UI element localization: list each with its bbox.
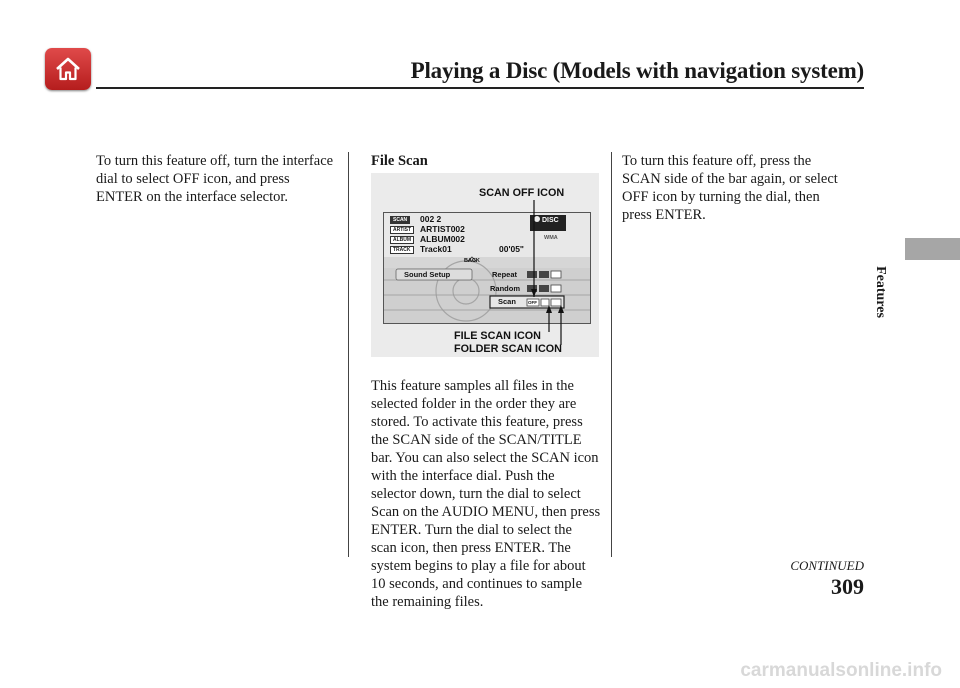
track-name: Track01 <box>420 244 452 254</box>
header-rule <box>96 87 864 89</box>
home-icon <box>54 55 82 83</box>
play-time: 00'05" <box>499 244 524 254</box>
artist-name: ARTIST002 <box>420 224 465 234</box>
audio-screen-figure <box>371 173 599 357</box>
track-tag: TRACK <box>390 246 414 254</box>
paragraph: This feature samples all files in the selected folder in the order they are stored. To activate this feature, press the SCAN side of the SCAN/TITLE bar. You can also select the SCAN icon with the interface dial. Push the selector down, turn the dial to select Scan on the AUDIO MENU, then press ENTER. Turn the dial to select the scan icon, then press ENTER. The system begins to play a file for about 10 seconds, and continues to sample the remaining files. <box>371 378 601 610</box>
paragraph: To turn this feature off, press the SCAN side of the bar again, or select OFF icon by turning the dial, then press ENTER. <box>622 153 838 223</box>
folder-scan-icon-label: FOLDER SCAN ICON <box>454 343 562 355</box>
column-1 <box>96 152 336 206</box>
column-divider <box>348 152 349 557</box>
continued-note: CONTINUED <box>790 558 864 573</box>
page-number: 309 <box>831 574 864 599</box>
column-3 <box>622 152 852 224</box>
section-tab[interactable] <box>905 238 960 260</box>
column-divider <box>611 152 612 557</box>
scan-tag: SCAN <box>390 216 410 224</box>
paragraph: To turn this feature off, turn the interface dial to select OFF icon, and press ENTER on the interface selector. <box>96 153 334 205</box>
scan-menu-item[interactable]: Scan <box>498 297 516 306</box>
repeat-menu-item[interactable]: Repeat <box>492 270 518 279</box>
section-heading: File Scan <box>371 153 428 169</box>
source-label: DISC <box>542 217 559 224</box>
sound-setup-button[interactable]: Sound Setup <box>404 270 451 279</box>
page-title: Playing a Disc (Models with navigation system) <box>410 58 864 83</box>
section-label: Features <box>873 266 888 318</box>
scan-off-icon[interactable]: OFF <box>528 300 537 305</box>
album-tag: ALBUM <box>390 236 414 244</box>
folder-number: 002 2 <box>420 214 442 224</box>
scan-off-icon-label: SCAN OFF ICON <box>479 187 565 199</box>
album-name: ALBUM002 <box>420 234 465 244</box>
back-button[interactable]: BACK <box>464 258 480 264</box>
format-label: WMA <box>544 235 558 241</box>
watermark: carmanualsonline.info <box>740 660 942 681</box>
random-menu-item[interactable]: Random <box>490 284 520 293</box>
artist-tag: ARTIST <box>390 226 414 234</box>
home-button[interactable] <box>45 48 91 90</box>
file-scan-icon-label: FILE SCAN ICON <box>454 330 541 342</box>
